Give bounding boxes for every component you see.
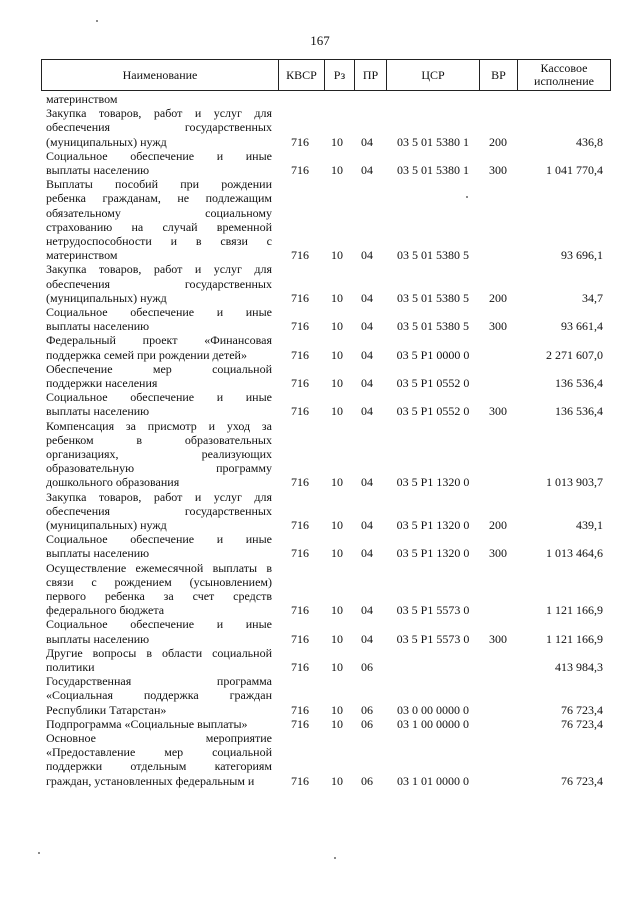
cell-amount: 413 984,3 bbox=[555, 659, 603, 674]
row-name-line: Обеспечение мер социальной bbox=[46, 361, 272, 376]
row-name-line: (муниципальных) нужд bbox=[46, 134, 167, 149]
cell-csr: 03 5 01 5380 1 bbox=[397, 162, 469, 177]
row-name-line: «Предоставление мер социальной bbox=[46, 745, 272, 760]
scan-speck bbox=[334, 857, 336, 859]
header-kvsr: КВСР bbox=[279, 60, 325, 90]
row-name-line: федерального бюджета bbox=[46, 603, 165, 618]
cell-csr: 03 1 01 0000 0 bbox=[397, 773, 469, 788]
cell-amount: 1 013 903,7 bbox=[546, 475, 603, 490]
cell-csr: 03 5 01 5380 5 bbox=[397, 248, 469, 263]
header-rz: Рз bbox=[325, 60, 355, 90]
cell-kvsr: 716 bbox=[291, 546, 309, 561]
cell-vr: 300 bbox=[489, 404, 507, 419]
cell-rz: 10 bbox=[331, 375, 343, 390]
cell-kvsr: 716 bbox=[291, 517, 309, 532]
cell-pr: 04 bbox=[361, 248, 373, 263]
row-name-line: ребенком в образовательных bbox=[46, 432, 272, 447]
cell-rz: 10 bbox=[331, 546, 343, 561]
cell-amount: 76 723,4 bbox=[561, 773, 603, 788]
cell-csr: 03 5 01 5380 5 bbox=[397, 319, 469, 334]
cell-rz: 10 bbox=[331, 319, 343, 334]
cell-rz: 10 bbox=[331, 702, 343, 717]
cell-amount: 136 536,4 bbox=[555, 404, 603, 419]
scan-speck bbox=[466, 196, 468, 198]
row-name-line: поддержки населения bbox=[46, 375, 158, 390]
table-row bbox=[0, 731, 640, 788]
table-row bbox=[0, 262, 640, 305]
row-name-line: образовательную программу bbox=[46, 461, 272, 476]
row-name-line: организациях, реализующих bbox=[46, 446, 272, 461]
cell-vr: 300 bbox=[489, 631, 507, 646]
cell-kvsr: 716 bbox=[291, 347, 309, 362]
table-row bbox=[0, 305, 640, 333]
cell-vr: 300 bbox=[489, 546, 507, 561]
cell-kvsr: 716 bbox=[291, 375, 309, 390]
cell-rz: 10 bbox=[331, 773, 343, 788]
table-row bbox=[0, 532, 640, 560]
cell-kvsr: 716 bbox=[291, 290, 309, 305]
cell-kvsr: 716 bbox=[291, 134, 309, 149]
cell-amount: 76 723,4 bbox=[561, 716, 603, 731]
cell-vr: 200 bbox=[489, 517, 507, 532]
table-row bbox=[0, 617, 640, 645]
row-name-line: Социальное обеспечение и иные bbox=[46, 148, 272, 163]
cell-vr: 200 bbox=[489, 290, 507, 305]
cell-amount: 2 271 607,0 bbox=[546, 347, 603, 362]
row-name-line: Подпрограмма «Социальные выплаты» bbox=[46, 716, 248, 731]
row-name-line: Закупка товаров, работ и услуг для bbox=[46, 106, 272, 121]
cell-kvsr: 716 bbox=[291, 773, 309, 788]
cell-rz: 10 bbox=[331, 631, 343, 646]
row-name-line: дошкольного образования bbox=[46, 475, 180, 490]
table-row bbox=[0, 561, 640, 618]
cell-csr: 03 5 P1 5573 0 bbox=[396, 603, 470, 618]
row-name-line: выплаты населению bbox=[46, 319, 150, 334]
row-name-line: ребенка гражданам, не подлежащим bbox=[46, 191, 272, 206]
row-name bbox=[46, 617, 272, 645]
row-name bbox=[46, 419, 272, 490]
row-name bbox=[46, 490, 272, 533]
header-vr: ВР bbox=[480, 60, 518, 90]
cell-csr: 03 5 P1 0552 0 bbox=[396, 375, 470, 390]
cell-csr: 03 5 P1 5573 0 bbox=[396, 631, 470, 646]
cell-kvsr: 716 bbox=[291, 162, 309, 177]
table-row bbox=[0, 333, 640, 361]
cell-amount: 1 121 166,9 bbox=[546, 603, 603, 618]
row-name-line: «Социальная поддержка граждан bbox=[46, 688, 272, 703]
row-name-line: Республики Татарстан» bbox=[46, 702, 167, 717]
row-name-line: Закупка товаров, работ и услуг для bbox=[46, 262, 272, 277]
row-name bbox=[46, 646, 272, 674]
table-row bbox=[0, 674, 640, 717]
header-name: Наименование bbox=[42, 60, 279, 90]
cell-pr: 04 bbox=[361, 631, 373, 646]
row-name bbox=[46, 305, 272, 333]
scan-speck bbox=[38, 852, 40, 854]
row-name bbox=[46, 731, 272, 788]
row-name-line: поддержка семей при рождении детей» bbox=[46, 347, 247, 362]
row-name-line: нетрудоспособности и в связи с bbox=[46, 233, 272, 248]
cell-amount: 436,8 bbox=[576, 134, 603, 149]
row-name-line: Основное мероприятие bbox=[46, 731, 272, 745]
cell-rz: 10 bbox=[331, 134, 343, 149]
table-row bbox=[0, 362, 640, 390]
cell-pr: 06 bbox=[361, 716, 373, 731]
row-name-line: (муниципальных) нужд bbox=[46, 517, 167, 532]
cell-amount: 93 696,1 bbox=[561, 248, 603, 263]
cell-rz: 10 bbox=[331, 290, 343, 305]
cell-pr: 04 bbox=[361, 375, 373, 390]
cell-rz: 10 bbox=[331, 603, 343, 618]
cell-vr: 200 bbox=[489, 134, 507, 149]
row-name-line: Социальное обеспечение и иные bbox=[46, 617, 272, 632]
cell-rz: 10 bbox=[331, 659, 343, 674]
row-name bbox=[46, 177, 272, 262]
cell-amount: 93 661,4 bbox=[561, 319, 603, 334]
row-name-line: Социальное обеспечение и иные bbox=[46, 305, 272, 319]
table-row bbox=[0, 646, 640, 674]
cell-kvsr: 716 bbox=[291, 702, 309, 717]
cell-csr: 03 5 P1 1320 0 bbox=[396, 475, 470, 490]
row-name bbox=[46, 717, 272, 731]
row-name-line: политики bbox=[46, 659, 95, 674]
page-number: 167 bbox=[310, 33, 330, 48]
cell-csr: 03 1 00 0000 0 bbox=[397, 716, 469, 731]
row-name-line: обеспечения государственных bbox=[46, 276, 272, 291]
cell-pr: 04 bbox=[361, 546, 373, 561]
row-name-line: Компенсация за присмотр и уход за bbox=[46, 418, 272, 433]
row-name-line: Государственная программа bbox=[46, 674, 272, 689]
cell-csr: 03 5 01 5380 5 bbox=[397, 290, 469, 305]
row-name-line: выплаты населению bbox=[46, 631, 150, 646]
cell-csr: 03 5 P1 1320 0 bbox=[396, 517, 470, 532]
header-pr: ПР bbox=[355, 60, 387, 90]
table-row bbox=[0, 92, 640, 106]
cell-rz: 10 bbox=[331, 475, 343, 490]
cell-pr: 04 bbox=[361, 475, 373, 490]
row-name-line: обязательному социальному bbox=[46, 205, 272, 220]
cell-pr: 04 bbox=[361, 290, 373, 305]
cell-vr: 300 bbox=[489, 319, 507, 334]
cell-rz: 10 bbox=[331, 517, 343, 532]
cell-rz: 10 bbox=[331, 347, 343, 362]
cell-csr: 03 5 P1 0552 0 bbox=[396, 404, 470, 419]
row-name-line: граждан, установленных федеральным и bbox=[46, 773, 255, 788]
row-name-line: Социальное обеспечение и иные bbox=[46, 390, 272, 405]
row-name bbox=[46, 532, 272, 560]
cell-pr: 06 bbox=[361, 702, 373, 717]
cell-pr: 06 bbox=[361, 773, 373, 788]
row-name-line: первого ребенка за счет средств bbox=[46, 588, 272, 603]
row-name bbox=[46, 92, 272, 106]
cell-vr: 300 bbox=[489, 162, 507, 177]
row-name-line: Выплаты пособий при рождении bbox=[46, 177, 272, 192]
cell-rz: 10 bbox=[331, 248, 343, 263]
row-name bbox=[46, 333, 272, 361]
cell-csr: 03 5 P1 1320 0 bbox=[396, 546, 470, 561]
cell-pr: 04 bbox=[361, 319, 373, 334]
cell-rz: 10 bbox=[331, 162, 343, 177]
row-name-line: выплаты населению bbox=[46, 162, 150, 177]
cell-pr: 04 bbox=[361, 134, 373, 149]
cell-kvsr: 716 bbox=[291, 716, 309, 731]
table-row bbox=[0, 106, 640, 149]
row-name-line: (муниципальных) нужд bbox=[46, 290, 167, 305]
cell-amount: 76 723,4 bbox=[561, 702, 603, 717]
table-row bbox=[0, 419, 640, 490]
cell-kvsr: 716 bbox=[291, 475, 309, 490]
row-name bbox=[46, 106, 272, 149]
cell-pr: 04 bbox=[361, 517, 373, 532]
cell-amount: 1 041 770,4 bbox=[546, 162, 603, 177]
cell-kvsr: 716 bbox=[291, 248, 309, 263]
cell-pr: 04 bbox=[361, 404, 373, 419]
row-name-line: страхованию на случай временной bbox=[46, 219, 272, 234]
header-csr: ЦСР bbox=[387, 60, 480, 90]
row-name bbox=[46, 262, 272, 305]
row-name-line: Другие вопросы в области социальной bbox=[46, 645, 272, 660]
row-name-line: Осуществление ежемесячной выплаты в bbox=[46, 560, 272, 575]
cell-pr: 04 bbox=[361, 603, 373, 618]
cell-amount: 136 536,4 bbox=[555, 375, 603, 390]
cell-rz: 10 bbox=[331, 404, 343, 419]
row-name-line: поддержки отдельным категориям bbox=[46, 759, 272, 774]
cell-amount: 34,7 bbox=[582, 290, 603, 305]
row-name-line: обеспечения государственных bbox=[46, 503, 272, 518]
scan-speck bbox=[96, 20, 98, 22]
row-name-line: материнством bbox=[46, 248, 118, 263]
table-row bbox=[0, 149, 640, 177]
row-name bbox=[46, 362, 272, 390]
cell-pr: 06 bbox=[361, 659, 373, 674]
row-name-line: Федеральный проект «Финансовая bbox=[46, 333, 272, 348]
row-name bbox=[46, 561, 272, 618]
cell-pr: 04 bbox=[361, 347, 373, 362]
row-name-line: материнством bbox=[46, 92, 118, 106]
cell-kvsr: 716 bbox=[291, 659, 309, 674]
row-name bbox=[46, 674, 272, 717]
row-name-line: выплаты населению bbox=[46, 404, 150, 419]
row-name-line: Закупка товаров, работ и услуг для bbox=[46, 489, 272, 504]
cell-kvsr: 716 bbox=[291, 319, 309, 334]
row-name-line: выплаты населению bbox=[46, 546, 150, 561]
cell-csr: 03 0 00 0000 0 bbox=[397, 702, 469, 717]
table-header bbox=[41, 59, 611, 91]
cell-amount: 1 013 464,6 bbox=[546, 546, 603, 561]
row-name bbox=[46, 390, 272, 418]
cell-kvsr: 716 bbox=[291, 603, 309, 618]
header-amount: Кассовое исполнение bbox=[534, 61, 594, 88]
table-row bbox=[0, 390, 640, 418]
cell-kvsr: 716 bbox=[291, 404, 309, 419]
cell-csr: 03 5 01 5380 1 bbox=[397, 134, 469, 149]
cell-rz: 10 bbox=[331, 716, 343, 731]
cell-pr: 04 bbox=[361, 162, 373, 177]
row-name-line: обеспечения государственных bbox=[46, 120, 272, 135]
row-name-line: Социальное обеспечение и иные bbox=[46, 532, 272, 547]
cell-csr: 03 5 P1 0000 0 bbox=[396, 347, 470, 362]
table-row bbox=[0, 490, 640, 533]
table-row bbox=[0, 717, 640, 731]
table-row bbox=[0, 177, 640, 262]
row-name-line: связи с рождением (усыновлением) bbox=[46, 574, 272, 589]
cell-amount: 1 121 166,9 bbox=[546, 631, 603, 646]
cell-kvsr: 716 bbox=[291, 631, 309, 646]
row-name bbox=[46, 149, 272, 177]
cell-amount: 439,1 bbox=[576, 517, 603, 532]
